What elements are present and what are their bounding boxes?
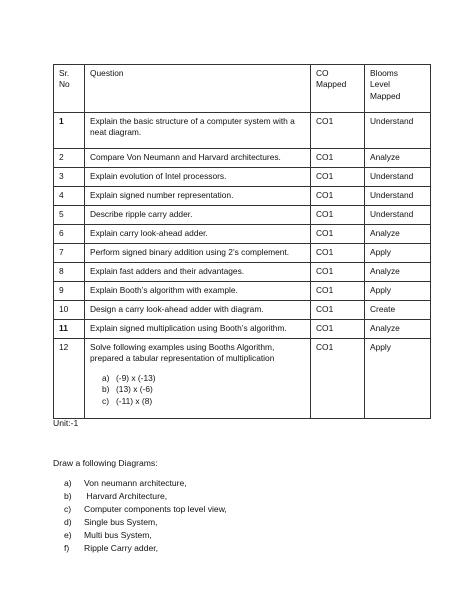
diagram-text: Multi bus System, bbox=[84, 530, 152, 540]
diagram-label: a) bbox=[64, 478, 72, 488]
co-cell: CO1 bbox=[311, 263, 365, 282]
diagram-item bbox=[64, 477, 227, 490]
table-row bbox=[54, 282, 431, 301]
bloom-cell: Create bbox=[365, 301, 431, 320]
sr-no-cell: 5 bbox=[54, 206, 85, 225]
question-text: Explain evolution of Intel processors. bbox=[90, 171, 227, 181]
co-cell: CO1 bbox=[311, 187, 365, 206]
bloom-cell: Analyze bbox=[365, 320, 431, 339]
diagram-text: Computer components top level view, bbox=[84, 504, 227, 514]
co-cell: CO1 bbox=[311, 320, 365, 339]
table-row bbox=[54, 187, 431, 206]
example-label: a) bbox=[102, 372, 110, 383]
diagram-text: Harvard Architecture, bbox=[84, 491, 168, 501]
question-cell bbox=[85, 282, 311, 301]
header-sr-no: Sr. No bbox=[54, 65, 85, 113]
question-cell bbox=[85, 263, 311, 282]
questions-table bbox=[53, 64, 431, 419]
question-text: Explain carry look-ahead adder. bbox=[90, 228, 208, 238]
diagram-item bbox=[64, 542, 227, 555]
co-cell: CO1 bbox=[311, 149, 365, 168]
question-cell bbox=[85, 113, 311, 149]
question-cell bbox=[85, 225, 311, 244]
co-cell: CO1 bbox=[311, 339, 365, 419]
question-cell bbox=[85, 320, 311, 339]
example-item bbox=[102, 384, 306, 395]
example-item bbox=[102, 373, 306, 384]
sr-no-cell: 9 bbox=[54, 282, 85, 301]
unit-label: Unit:-1 bbox=[53, 418, 79, 428]
sr-no-cell: 2 bbox=[54, 149, 85, 168]
diagram-label: b) bbox=[64, 491, 72, 501]
diagram-text: Von neumann architecture, bbox=[84, 478, 187, 488]
table-row bbox=[54, 206, 431, 225]
diagram-text: Single bus System, bbox=[84, 517, 158, 527]
header-question: Question bbox=[85, 65, 311, 113]
bloom-cell: Analyze bbox=[365, 149, 431, 168]
diagram-item bbox=[64, 503, 227, 516]
question-text: Explain the basic structure of a computer system with a neat diagram. bbox=[90, 116, 295, 138]
table-row bbox=[54, 263, 431, 282]
sr-no-cell: 6 bbox=[54, 225, 85, 244]
sr-no-cell: 1 bbox=[54, 113, 85, 149]
bloom-cell: Apply bbox=[365, 282, 431, 301]
sr-no-cell: 11 bbox=[54, 320, 85, 339]
question-text: Explain signed number representation. bbox=[90, 190, 234, 200]
table-row bbox=[54, 320, 431, 339]
diagram-item bbox=[64, 516, 227, 529]
sr-no-cell: 7 bbox=[54, 244, 85, 263]
example-text: (-9) x (-13) bbox=[116, 372, 156, 383]
question-text: Perform signed binary addition using 2’s complement. bbox=[90, 247, 290, 257]
co-cell: CO1 bbox=[311, 244, 365, 263]
header-co-mapped: CO Mapped bbox=[311, 65, 365, 113]
table-row bbox=[54, 225, 431, 244]
co-cell: CO1 bbox=[311, 113, 365, 149]
bloom-cell: Understand bbox=[365, 206, 431, 225]
example-text: (13) x (-6) bbox=[116, 384, 153, 395]
bloom-cell: Understand bbox=[365, 187, 431, 206]
diagrams-list bbox=[64, 477, 227, 555]
sr-no-cell: 3 bbox=[54, 168, 85, 187]
example-item bbox=[102, 396, 306, 407]
question-cell bbox=[85, 339, 311, 419]
example-label: c) bbox=[102, 395, 109, 406]
question-cell bbox=[85, 168, 311, 187]
sr-no-cell: 10 bbox=[54, 301, 85, 320]
table-row bbox=[54, 149, 431, 168]
question-cell bbox=[85, 187, 311, 206]
header-blooms-level: Blooms Level Mapped bbox=[365, 65, 431, 113]
diagram-label: c) bbox=[64, 504, 72, 514]
question-text: Explain signed multiplication using Booth’s algorithm. bbox=[90, 323, 287, 333]
question-cell bbox=[85, 149, 311, 168]
diagram-label: f) bbox=[64, 543, 70, 553]
example-label: b) bbox=[102, 384, 110, 395]
diagram-item bbox=[64, 529, 227, 542]
co-cell: CO1 bbox=[311, 282, 365, 301]
diagram-item bbox=[64, 490, 227, 503]
sr-no-cell: 8 bbox=[54, 263, 85, 282]
question-cell bbox=[85, 301, 311, 320]
co-cell: CO1 bbox=[311, 206, 365, 225]
co-cell: CO1 bbox=[311, 225, 365, 244]
bloom-cell: Apply bbox=[365, 339, 431, 419]
table-header-row bbox=[54, 65, 431, 113]
question-text: Design a carry look-ahead adder with diagram. bbox=[90, 304, 264, 314]
question-cell bbox=[85, 206, 311, 225]
example-list bbox=[102, 373, 306, 407]
question-cell bbox=[85, 244, 311, 263]
question-text: Describe ripple carry adder. bbox=[90, 209, 193, 219]
bloom-cell: Analyze bbox=[365, 263, 431, 282]
bloom-cell: Understand bbox=[365, 168, 431, 187]
bloom-cell: Understand bbox=[365, 113, 431, 149]
question-text: Solve following examples using Booths Algorithm, prepared a tabular representation of multiplication bbox=[90, 342, 275, 364]
question-text: Compare Von Neumann and Harvard architectures. bbox=[90, 152, 281, 162]
co-cell: CO1 bbox=[311, 168, 365, 187]
question-text: Explain fast adders and their advantages. bbox=[90, 266, 245, 276]
co-cell: CO1 bbox=[311, 301, 365, 320]
sr-no-cell: 4 bbox=[54, 187, 85, 206]
diagram-label: e) bbox=[64, 530, 72, 540]
diagram-label: d) bbox=[64, 517, 72, 527]
table-row bbox=[54, 339, 431, 419]
sr-no-cell: 12 bbox=[54, 339, 85, 419]
table-row bbox=[54, 301, 431, 320]
bloom-cell: Analyze bbox=[365, 225, 431, 244]
diagram-text: Ripple Carry adder, bbox=[84, 543, 159, 553]
table-row bbox=[54, 168, 431, 187]
table-row bbox=[54, 244, 431, 263]
diagrams-title: Draw a following Diagrams: bbox=[53, 458, 158, 468]
table-row bbox=[54, 113, 431, 149]
bloom-cell: Apply bbox=[365, 244, 431, 263]
example-text: (-11) x (8) bbox=[116, 395, 153, 406]
question-text: Explain Booth’s algorithm with example. bbox=[90, 285, 238, 295]
